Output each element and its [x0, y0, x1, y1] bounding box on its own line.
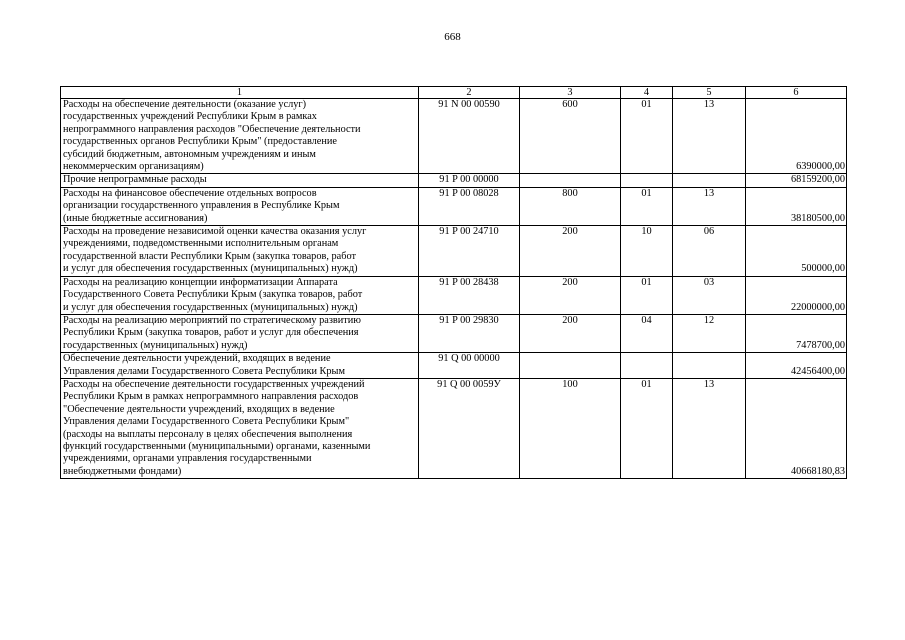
row-expense-type: 200 [520, 276, 621, 314]
row-description [61, 174, 419, 187]
row-amount: 68159200,00 [746, 174, 847, 187]
description-line: Государственного Совета Республики Крым (закупка товаров, работ [63, 289, 363, 301]
description-line: учреждениями, органами управления государственными [63, 453, 312, 465]
row-amount: 7478700,00 [746, 314, 847, 352]
description-line: Управления делами Государственного Совета Республики Крым [63, 365, 345, 377]
description-line: Прочие непрограммные расходы [63, 174, 207, 186]
description-line: Расходы на проведение независимой оценки качества оказания услуг [63, 226, 367, 238]
column-header-3: 3 [520, 87, 621, 99]
table-row [61, 378, 847, 478]
row-subsection: 03 [673, 276, 746, 314]
description-line: государственных органов Республики Крым" (предоставление [63, 136, 337, 148]
row-expense-type: 200 [520, 314, 621, 352]
description-line: государственной власти Республики Крым (закупка товаров, работ [63, 250, 356, 262]
row-subsection: 13 [673, 187, 746, 225]
table-row [61, 353, 847, 379]
description-line: организации государственного управления в Республике Крым [63, 200, 340, 212]
row-target-code: 91 P 00 00000 [419, 174, 520, 187]
description-line: Обеспечение деятельности учреждений, входящих в ведение [63, 353, 331, 365]
row-amount: 42456400,00 [746, 353, 847, 379]
description-line: и услуг для обеспечения государственных (муниципальных) нужд) [63, 301, 358, 313]
description-line: Расходы на реализацию мероприятий по стратегическому развитию [63, 314, 361, 326]
description-line: и услуг для обеспечения государственных (муниципальных) нужд) [63, 263, 358, 275]
description-line: (иные бюджетные ассигнования) [63, 212, 208, 224]
column-header-1: 1 [61, 87, 419, 99]
row-target-code: 91 P 00 24710 [419, 226, 520, 277]
row-expense-type: 800 [520, 187, 621, 225]
table-row [61, 314, 847, 352]
row-amount: 40668180,83 [746, 378, 847, 478]
row-target-code: 91 P 00 28438 [419, 276, 520, 314]
column-header-4: 4 [621, 87, 673, 99]
row-description [61, 353, 419, 379]
column-header-2: 2 [419, 87, 520, 99]
description-line: некоммерческим организациям) [63, 161, 204, 173]
row-expense-type [520, 174, 621, 187]
page-number: 668 [444, 31, 461, 43]
column-header-6: 6 [746, 87, 847, 99]
row-description [61, 187, 419, 225]
description-line: учреждениями, подведомственными исполнительным органам [63, 238, 339, 250]
row-expense-type: 200 [520, 226, 621, 277]
row-description [61, 314, 419, 352]
row-target-code: 91 P 00 08028 [419, 187, 520, 225]
description-line: внебюджетными фондами) [63, 465, 182, 477]
row-subsection [673, 174, 746, 187]
description-line: Расходы на обеспечение деятельности государственных учреждений [63, 378, 365, 390]
row-section: 04 [621, 314, 673, 352]
description-line: функций государственными (муниципальными) органами, казенными [63, 440, 371, 452]
description-line: Расходы на финансовое обеспечение отдельных вопросов [63, 187, 317, 199]
header-row [61, 87, 847, 99]
row-subsection: 12 [673, 314, 746, 352]
description-line: Расходы на реализацию концепции информатизации Аппарата [63, 276, 338, 288]
row-description [61, 99, 419, 174]
description-line: (расходы на выплаты персоналу в целях обеспечения выполнения [63, 428, 353, 440]
row-section [621, 174, 673, 187]
description-line: "Обеспечение деятельности учреждений, входящих в ведение [63, 403, 335, 415]
row-section: 01 [621, 378, 673, 478]
table-row [61, 226, 847, 277]
column-header-5: 5 [673, 87, 746, 99]
row-target-code: 91 Q 00 0059У [419, 378, 520, 478]
description-line: Управления делами Государственного Совета Республики Крым" [63, 416, 350, 428]
row-subsection: 13 [673, 378, 746, 478]
row-amount: 22000000,00 [746, 276, 847, 314]
row-section: 01 [621, 276, 673, 314]
row-target-code: 91 Q 00 00000 [419, 353, 520, 379]
table-row [61, 99, 847, 174]
table-row [61, 276, 847, 314]
description-line: непрограммного направления расходов "Обеспечение деятельности [63, 123, 361, 135]
row-subsection [673, 353, 746, 379]
row-description [61, 378, 419, 478]
row-section: 01 [621, 187, 673, 225]
row-expense-type [520, 353, 621, 379]
row-amount: 38180500,00 [746, 187, 847, 225]
row-description [61, 226, 419, 277]
row-expense-type: 600 [520, 99, 621, 174]
table-row [61, 174, 847, 187]
table-row [61, 187, 847, 225]
description-line: государственных учреждений Республики Крым в рамках [63, 111, 317, 123]
description-line: Расходы на обеспечение деятельности (оказание услуг) [63, 99, 307, 110]
row-amount: 6390000,00 [746, 99, 847, 174]
row-target-code: 91 N 00 00590 [419, 99, 520, 174]
budget-table [60, 86, 847, 479]
row-description [61, 276, 419, 314]
description-line: государственных (муниципальных) нужд) [63, 339, 248, 351]
row-subsection: 13 [673, 99, 746, 174]
description-line: субсидий бюджетным, автономным учреждениям и иным [63, 148, 316, 160]
description-line: Республики Крым в рамках непрограммного направления расходов [63, 391, 359, 403]
description-line: Республики Крым (закупка товаров, работ и услуг для обеспечения [63, 327, 359, 339]
row-section [621, 353, 673, 379]
row-amount: 500000,00 [746, 226, 847, 277]
row-target-code: 91 P 00 29830 [419, 314, 520, 352]
row-section: 10 [621, 226, 673, 277]
row-subsection: 06 [673, 226, 746, 277]
row-expense-type: 100 [520, 378, 621, 478]
row-section: 01 [621, 99, 673, 174]
